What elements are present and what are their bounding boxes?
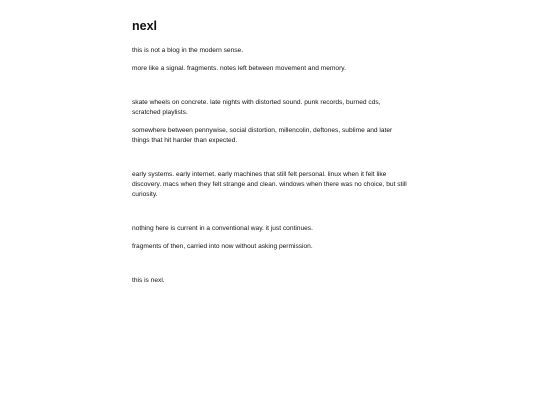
section-continuity [132, 224, 408, 252]
main-content [132, 18, 408, 294]
paragraph: somewhere between pennywise, social distortion, millencolin, deftones, sublime and later things that hit harder than expected. [132, 127, 393, 144]
section-systems [132, 170, 408, 200]
section-gap [132, 82, 408, 98]
paragraph: skate wheels on concrete. late nights with distorted sound. punk records, burned cds, scratched playlists. [132, 99, 381, 116]
section-gap [132, 154, 408, 170]
paragraph: nothing here is current in a conventional way. it just continues. [132, 225, 313, 232]
site-title: nexl [132, 19, 158, 33]
paragraph: more like a signal. fragments. notes left between movement and memory. [132, 65, 346, 72]
section-music [132, 98, 408, 146]
paragraph: this is not a blog in the modern sense. [132, 47, 244, 54]
paragraph: this is nexl. [132, 277, 165, 284]
section-gap [132, 260, 408, 276]
section-gap [132, 208, 408, 224]
paragraph: early systems. early internet. early machines that still felt personal. linux when it felt like discovery. macs when they felt strange and clean. windows when there was no choice, but still curiosity. [132, 171, 407, 198]
section-intro [132, 46, 408, 74]
paragraph: fragments of then, carried into now without asking permission. [132, 243, 313, 250]
section-closing [132, 276, 408, 286]
